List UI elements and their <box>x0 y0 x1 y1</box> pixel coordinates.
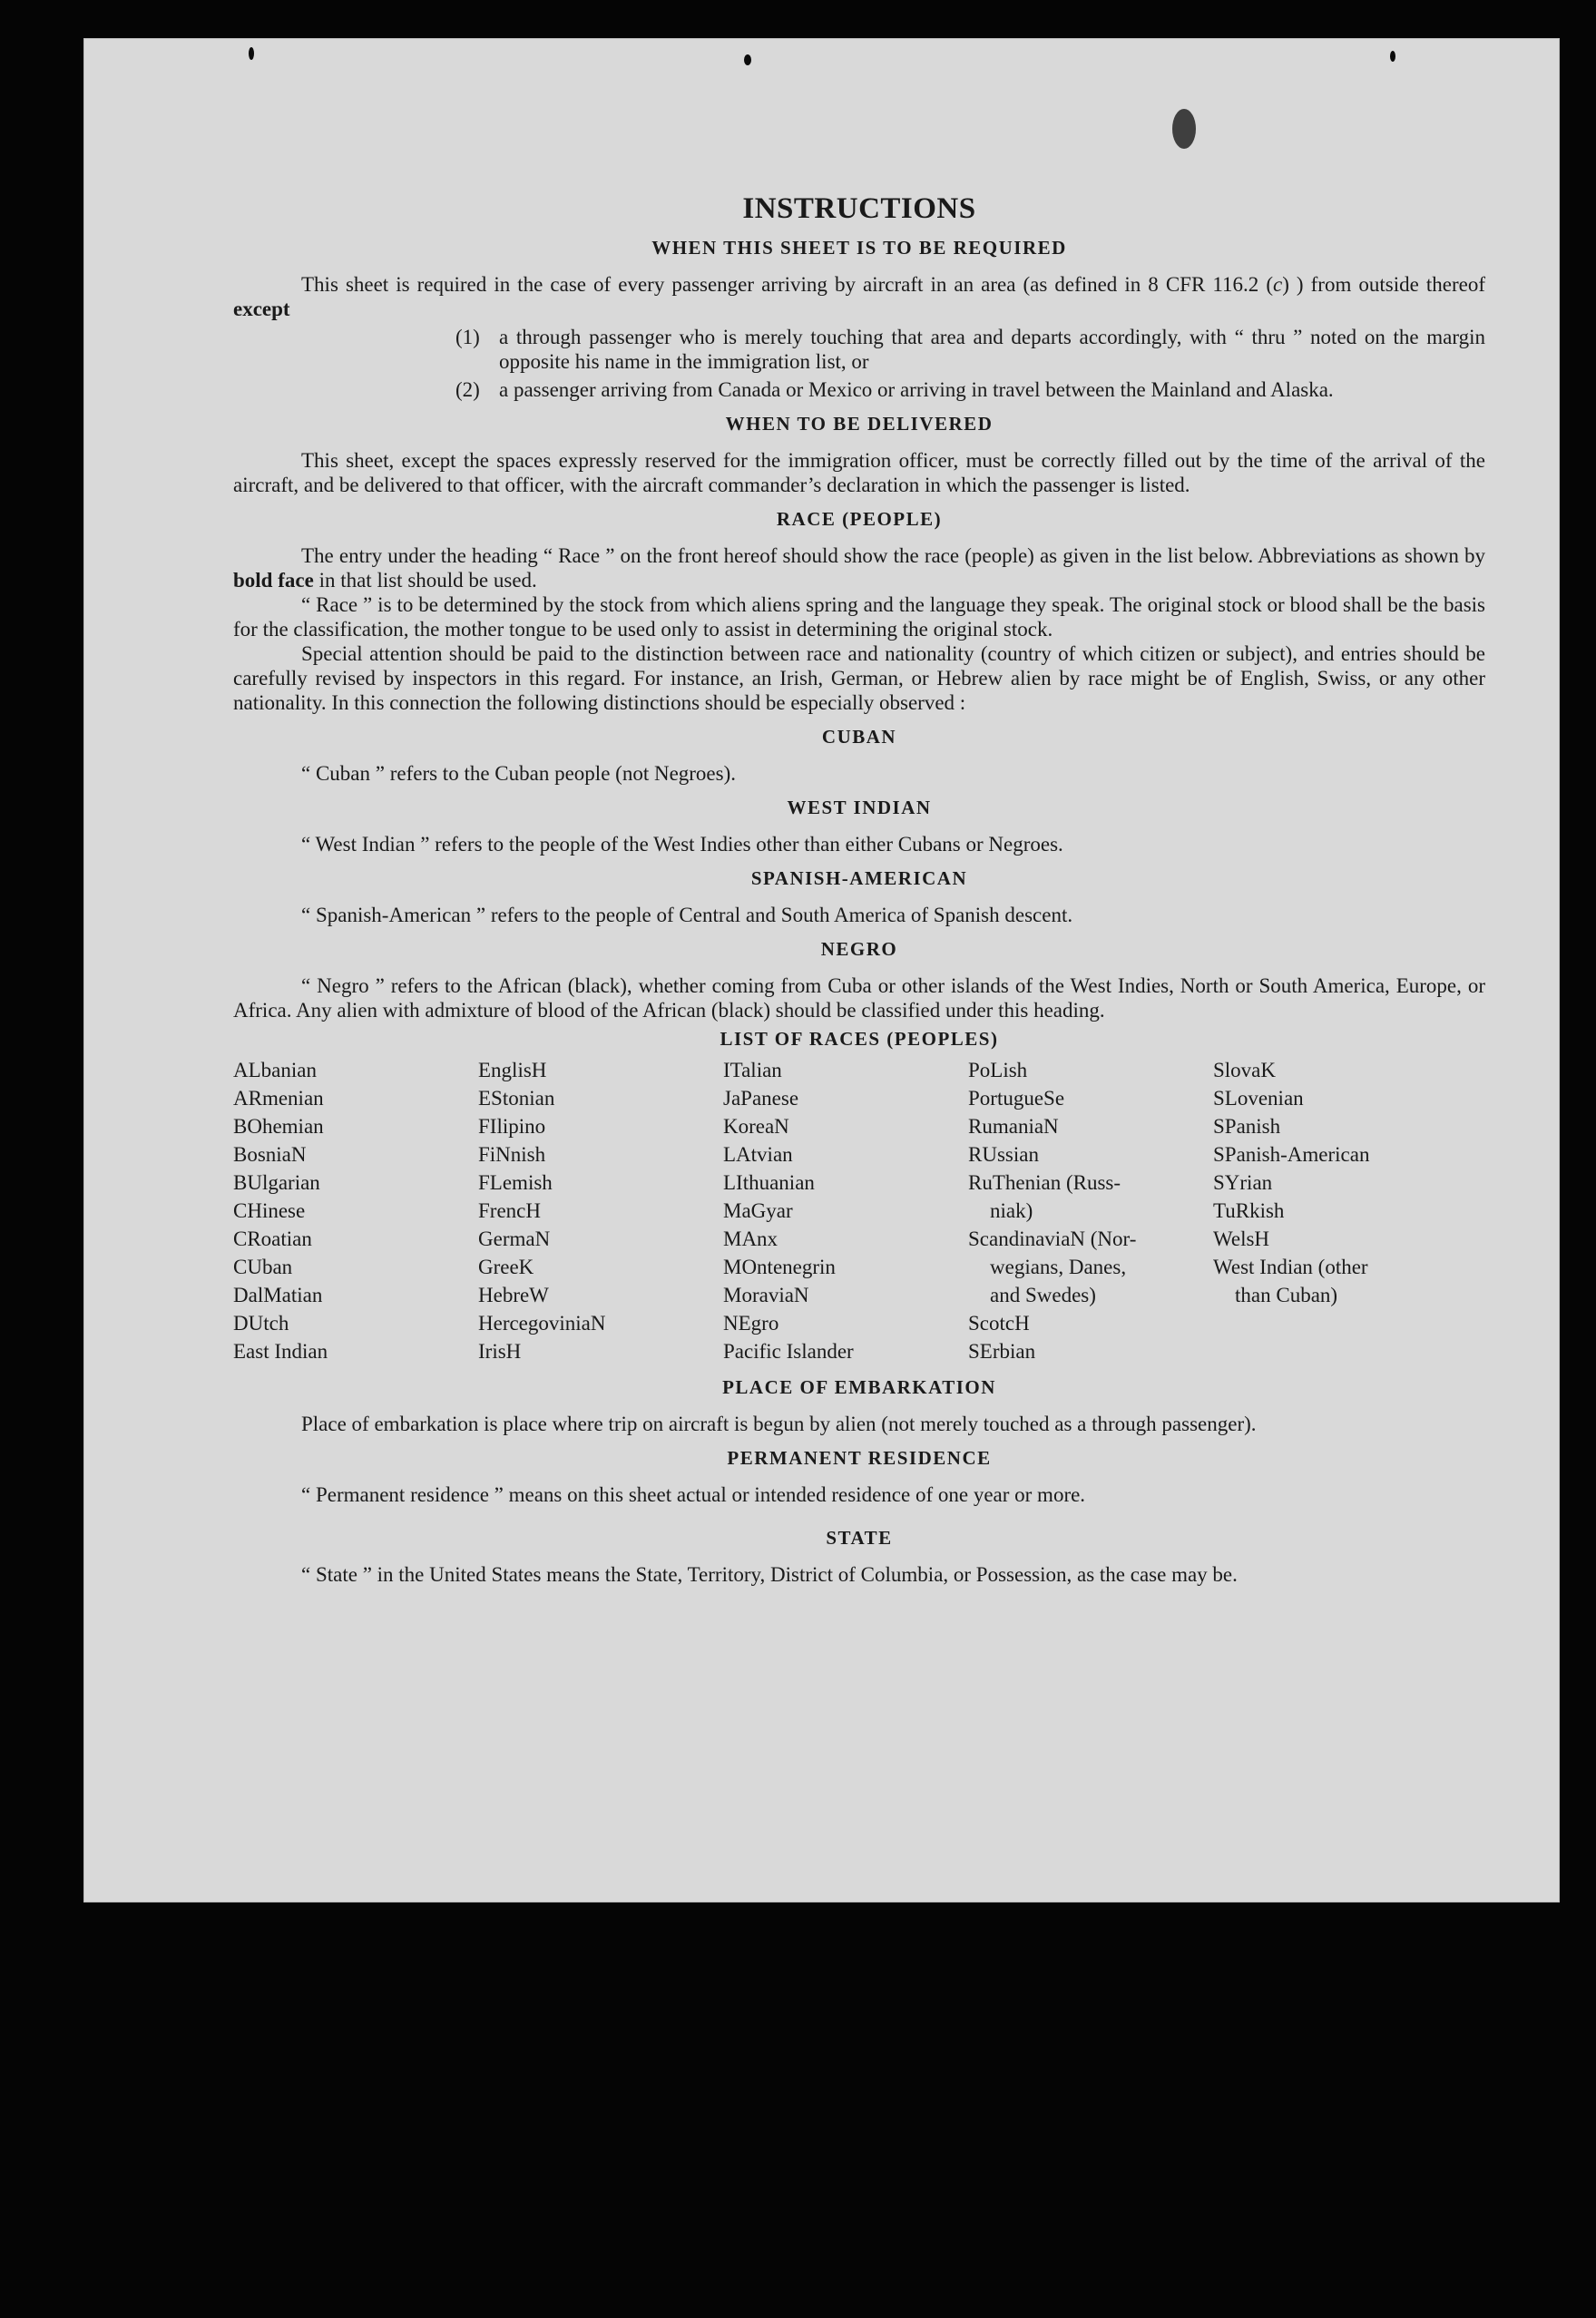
race-entry: HebreW <box>478 1284 549 1306</box>
race-entry: ScotcH <box>968 1312 1030 1335</box>
race-entry: MOntenegrin <box>723 1256 836 1278</box>
scan-speck <box>744 54 751 65</box>
race-entry: ITalian <box>723 1059 782 1081</box>
race-entry: PoLish <box>968 1059 1028 1081</box>
race-entry: BUlgarian <box>233 1171 320 1194</box>
race-paragraph-3: Special attention should be paid to the distinction between race and nationality (country of which citizen or subject), and entries should be carefully revised by inspectors in this regard. For instance, an Irish, German, or Hebrew alien by race might be of English, Swiss, or any other nationality. In this connection the following distinctions should be especially observed : <box>233 642 1485 714</box>
section-heading-races-list: LIST OF RACES (PEOPLES) <box>720 1028 999 1050</box>
race-entry: IrisH <box>478 1340 522 1363</box>
section-heading-negro: NEGRO <box>820 938 898 960</box>
ink-blot <box>1172 109 1196 149</box>
delivered-text: This sheet, except the spaces expressly reserved for the immigration officer, must be correctly filled out by the time of the arrival of the aircraft, and be delivered to that officer, with the aircraft commander’s declaration in which the passenger is listed. <box>233 449 1485 496</box>
races-column <box>1213 1056 1413 1365</box>
race-entry: RuThenian (Russ- <box>968 1171 1121 1194</box>
scan-speck <box>249 47 254 60</box>
negro-text: “ Negro ” refers to the African (black), whether coming from Cuba or other islands of the West Indies, North or South America, Europe, or Africa. Any alien with admixture of blood of the African (black) should be classified under this heading. <box>233 974 1485 1022</box>
document-sheet <box>83 38 1560 1902</box>
list-item: (2) a passenger arriving from Canada or Mexico or arriving in travel between the Mainland and Alaska. <box>455 378 1334 401</box>
race-entry: SPanish-American <box>1213 1143 1370 1166</box>
race-entry: SPanish <box>1213 1115 1281 1138</box>
race-entry: CHinese <box>233 1199 306 1222</box>
embarkation-text: Place of embarkation is place where trip on aircraft is begun by alien (not merely touched as a through passenger). <box>301 1413 1257 1435</box>
race-entry: LIthuanian <box>723 1171 815 1194</box>
cuban-text: “ Cuban ” refers to the Cuban people (not Negroes). <box>301 762 737 785</box>
west-indian-text: “ West Indian ” refers to the people of the West Indies other than either Cubans or Negroes. <box>301 833 1063 856</box>
race-paragraph-1: The entry under the heading “ Race ” on the front hereof should show the race (people) as given in the list below. Abbreviations as shown by bold face in that list should be used. <box>233 544 1485 592</box>
race-entry: FrencH <box>478 1199 541 1222</box>
section-heading-cuban: CUBAN <box>821 726 897 748</box>
race-entry: GermaN <box>478 1227 551 1250</box>
race-entry: niak) <box>990 1199 1033 1222</box>
race-entry: MAnx <box>723 1227 778 1250</box>
races-list <box>233 1056 1485 1365</box>
section-heading-state: STATE <box>826 1527 893 1549</box>
page-title: INSTRUCTIONS <box>742 192 976 225</box>
races-column <box>233 1056 478 1365</box>
race-entry: GreeK <box>478 1256 534 1278</box>
race-entry: EStonian <box>478 1087 555 1110</box>
race-entry: EnglisH <box>478 1059 547 1081</box>
races-column <box>723 1056 968 1365</box>
race-entry: JaPanese <box>723 1087 799 1110</box>
race-entry: RUssian <box>968 1143 1039 1166</box>
race-entry: East Indian <box>233 1340 328 1363</box>
race-entry: and Swedes) <box>990 1284 1096 1306</box>
race-entry: PortugueSe <box>968 1087 1065 1110</box>
race-entry: Pacific Islander <box>723 1340 854 1363</box>
section-heading-delivered: WHEN TO BE DELIVERED <box>725 413 994 435</box>
section-heading-west-indian: WEST INDIAN <box>787 797 932 818</box>
section-heading-spanish-american: SPANISH-AMERICAN <box>750 867 968 889</box>
list-item: (1) a through passenger who is merely touching that area and departs accordingly, with “ thru ” noted on the margin opposite his name in the immigration list, or <box>455 326 1485 373</box>
races-column <box>968 1056 1213 1365</box>
race-entry: ScandinaviaN (Nor- <box>968 1227 1137 1250</box>
scan-speck <box>1390 51 1395 62</box>
race-entry: DUtch <box>233 1312 289 1335</box>
race-entry: MaGyar <box>723 1199 793 1222</box>
race-entry: SlovaK <box>1213 1059 1276 1081</box>
race-entry: SYrian <box>1213 1171 1273 1194</box>
race-entry: FLemish <box>478 1171 553 1194</box>
race-entry: RumaniaN <box>968 1115 1059 1138</box>
race-entry: ARmenian <box>233 1087 324 1110</box>
race-entry: than Cuban) <box>1235 1284 1338 1306</box>
race-entry: SLovenian <box>1213 1087 1304 1110</box>
race-entry: FiNnish <box>478 1143 546 1166</box>
race-entry: CRoatian <box>233 1227 312 1250</box>
residence-text: “ Permanent residence ” means on this sheet actual or intended residence of one year or more. <box>301 1483 1086 1506</box>
section-heading-required: WHEN THIS SHEET IS TO BE REQUIRED <box>651 237 1067 259</box>
race-entry: WelsH <box>1213 1227 1270 1250</box>
race-entry: SErbian <box>968 1340 1036 1363</box>
section-heading-race: RACE (PEOPLE) <box>776 508 943 530</box>
race-entry: wegians, Danes, <box>990 1256 1127 1278</box>
race-entry: West Indian (other <box>1213 1256 1368 1278</box>
race-paragraph-2: “ Race ” is to be determined by the stock from which aliens spring and the language they speak. The original stock or blood shall be the basis for the classification, the mother tongue to be used only to assist in determining the original stock. <box>233 593 1485 641</box>
race-entry: MoraviaN <box>723 1284 809 1306</box>
race-entry: TuRkish <box>1213 1199 1285 1222</box>
race-entry: HercegoviniaN <box>478 1312 606 1335</box>
race-entry: ALbanian <box>233 1059 317 1081</box>
spanish-american-text: “ Spanish-American ” refers to the people of Central and South America of Spanish descent. <box>301 904 1073 926</box>
section-heading-residence: PERMANENT RESIDENCE <box>727 1447 992 1469</box>
race-entry: FIlipino <box>478 1115 546 1138</box>
races-column <box>478 1056 723 1365</box>
race-entry: BOhemian <box>233 1115 324 1138</box>
race-entry: DalMatian <box>233 1284 323 1306</box>
race-entry: CUban <box>233 1256 293 1278</box>
section-heading-embarkation: PLACE OF EMBARKATION <box>722 1376 996 1398</box>
required-intro: This sheet is required in the case of every passenger arriving by aircraft in an area (as defined in 8 CFR 116.2 (c) ) from outside thereof except <box>233 273 1485 320</box>
race-entry: BosniaN <box>233 1143 307 1166</box>
race-entry: NEgro <box>723 1312 779 1335</box>
race-entry: KoreaN <box>723 1115 789 1138</box>
instructions-content <box>233 192 1485 1587</box>
race-entry: LAtvian <box>723 1143 793 1166</box>
state-text: “ State ” in the United States means the State, Territory, District of Columbia, or Possession, as the case may be. <box>301 1563 1238 1586</box>
